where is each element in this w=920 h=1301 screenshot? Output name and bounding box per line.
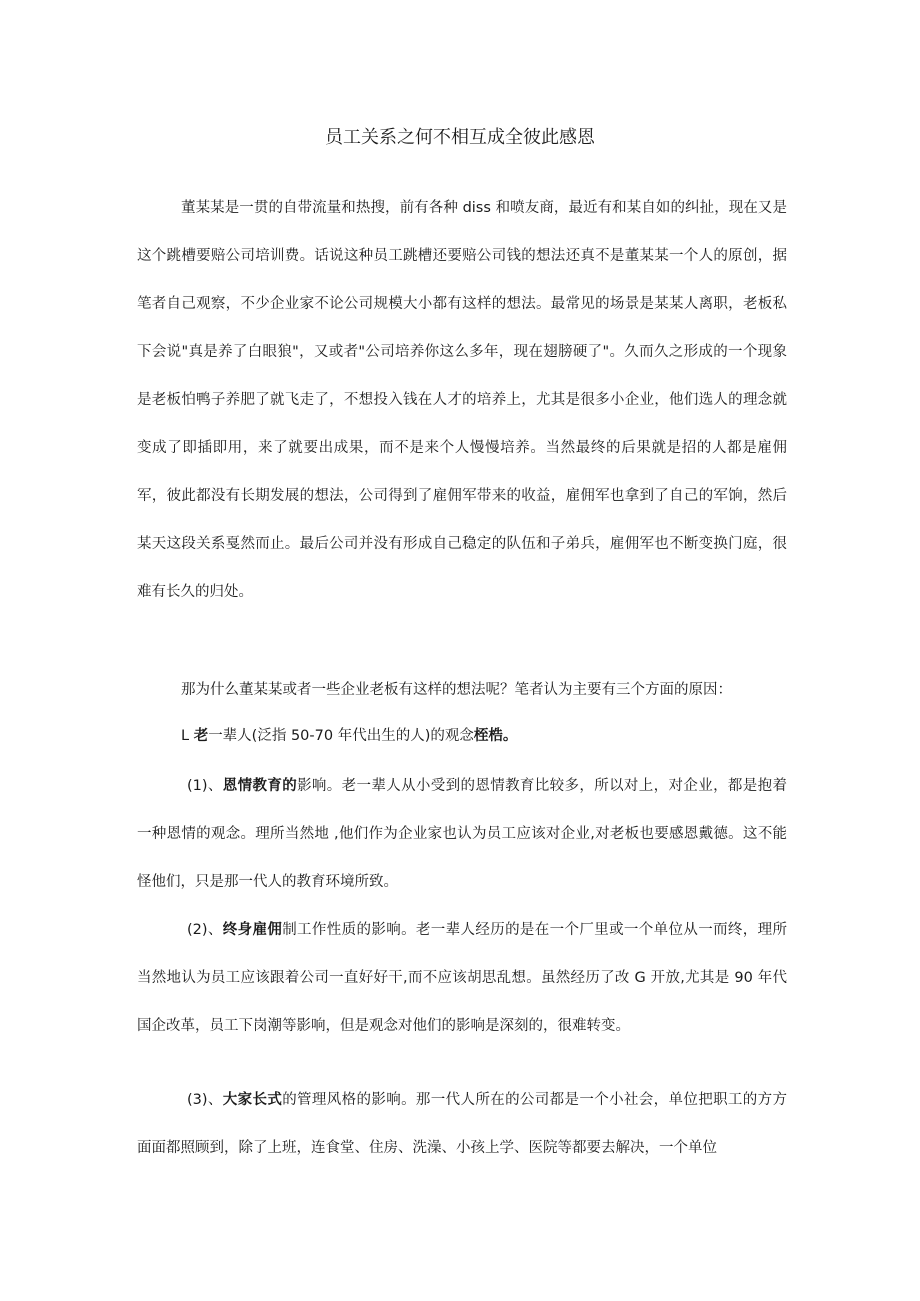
point-1-number: (1)、 <box>187 778 223 794</box>
section-heading-1 <box>181 724 517 748</box>
intro-paragraph: 董某某是一贯的自带流量和热搜，前有各种 diss 和喷友商，最近有和某自如的纠扯，现在又是这个跳槽要赔公司培训费。话说这种员工跳槽还要赔公司钱的想法还真不是董某某一个人的原创，据笔者自己观察，不少企业家不论公司规模大小都有这样的想法。最常见的场景是某某人离职，老板私下会说"真是养了白眼狼"，又或者"公司培养你这么多年，现在翅膀硬了"。久而久之形成的一个现象是老板怕鸭子养肥了就飞走了，不想投入钱在人才的培养上，尤其是很多小企业，他们选人的理念就变成了即插即用，来了就要出成果，而不是来个人慢慢培养。当然最终的后果就是招的人都是雇佣军，彼此都没有长期发展的想法，公司得到了雇佣军带来的收益，雇佣军也拿到了自己的军饷，然后某天这段关系戛然而止。最后公司并没有形成自己稳定的队伍和子弟兵，雇佣军也不断变换门庭，很难有长久的归处。 <box>137 200 787 600</box>
point-2-bold: 终身雇佣 <box>222 922 283 938</box>
point-1-text: 影响。老一辈人从小受到的恩情教育比较多，所以对上，对企业，都是抱着一种恩情的观念。理所当然地 ,他们作为企业家也认为员工应该对企业,对老板也要感恩戴德。这不能怪他们，只是那一代人的教育环境所致。 <box>137 778 788 890</box>
document-title: 员工关系之何不相互成全彼此感恩 <box>325 127 595 148</box>
point-1-bold: 恩情教育的 <box>222 778 298 794</box>
point-3-paragraph <box>137 1076 787 1172</box>
question-line: 那为什么董某某或者一些企业老板有这样的想法呢？笔者认为主要有三个方面的原因： <box>181 682 732 698</box>
section-middle: 一辈人(泛指 50-70 年代出生的人)的观念 <box>208 728 474 744</box>
section-bold-lead: 老 <box>193 728 209 744</box>
point-1-paragraph <box>137 762 787 906</box>
point-3-bold: 大家长式 <box>222 1092 283 1108</box>
section-prefix: L <box>181 728 194 744</box>
point-3-number: (3)、 <box>187 1092 223 1108</box>
point-2-text: 制工作性质的影响。老一辈人经历的是在一个厂里或一个单位从一而终，理所当然地认为员工应该跟着公司一直好好干,而不应该胡思乱想。虽然经历了改 G 开放,尤其是 90 年代国企改革，员工下岗潮等影响，但是观念对他们的影响是深刻的，很难转变。 <box>137 922 788 1034</box>
section-bold-tail: 桎梏。 <box>473 728 518 744</box>
point-2-paragraph <box>137 906 787 1050</box>
point-2-number: (2)、 <box>187 922 223 938</box>
point-3-text: 的管理风格的影响。那一代人所在的公司都是一个小社会，单位把职工的方方面面都照顾到，除了上班，连食堂、住房、洗澡、小孩上学、医院等都要去解决，一个单位 <box>137 1092 788 1156</box>
